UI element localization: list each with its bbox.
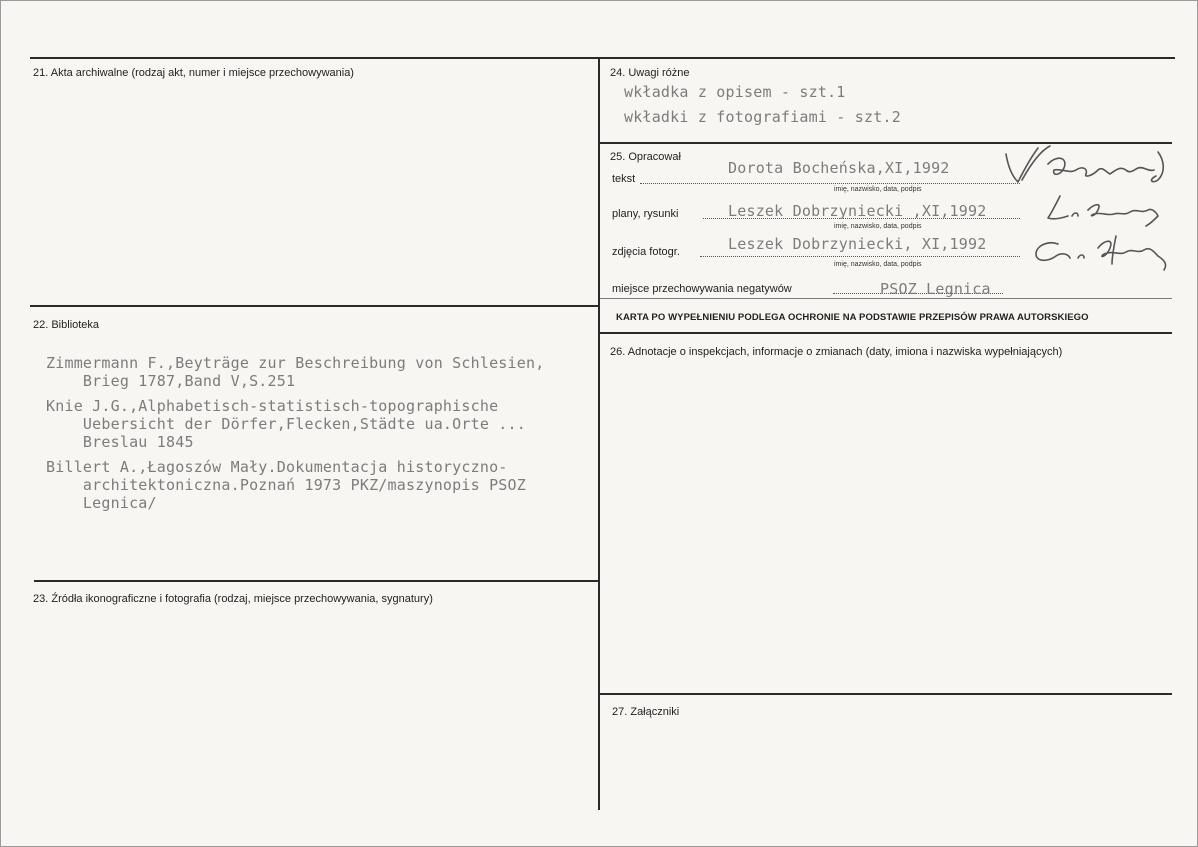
tekst-dotted-line <box>640 183 1020 184</box>
column-divider <box>598 57 600 810</box>
negatywy-value: PSOZ Legnica <box>880 280 991 298</box>
rule-before-copyright <box>600 298 1172 299</box>
rule-after-25 <box>600 332 1172 334</box>
zdjecia-caption: imię, nazwisko, data, podpis <box>834 261 922 268</box>
section-24-label: 24. Uwagi różne <box>610 67 690 79</box>
bibliography-entry-3-line-2: architektoniczna.Poznań 1973 PKZ/maszynopis PSOZ <box>46 476 526 494</box>
rule-after-26 <box>600 693 1172 695</box>
bibliography-entry-3-line-1: Billert A.,Łagoszów Mały.Dokumentacja historyczno- <box>46 458 508 476</box>
signature-3 <box>1028 230 1173 275</box>
bibliography-entry-1-line-2: Brieg 1787,Band V,S.251 <box>46 372 296 390</box>
negatywy-label: miejsce przechowywania negatywów <box>612 283 792 295</box>
section-22-label: 22. Biblioteka <box>33 319 100 331</box>
zdjecia-label: zdjęcia fotogr. <box>612 246 680 258</box>
bibliography-entry-2-line-2: Uebersicht der Dörfer,Flecken,Städte ua.Orte ... <box>46 415 526 433</box>
top-rule <box>30 57 1175 59</box>
section-21-label: 21. Akta archiwalne (rodzaj akt, numer i miejsce przechowywania) <box>33 67 354 79</box>
bibliography-entry-2-line-3: Breslau 1845 <box>46 433 194 451</box>
tekst-value: Dorota Bocheńska,XI,1992 <box>728 159 950 177</box>
copyright-notice: KARTA PO WYPEŁNIENIU PODLEGA OCHRONIE NA PODSTAWIE PRZEPISÓW PRAWA AUTORSKIEGO <box>616 312 1089 323</box>
section-23-label: 23. Źródła ikonograficzne i fotografia (rodzaj, miejsce przechowywania, sygnatury) <box>33 593 433 605</box>
tekst-label: tekst <box>612 173 636 185</box>
section-27-label: 27. Załączniki <box>612 706 680 718</box>
section-25-label: 25. Opracował <box>610 151 681 163</box>
plany-value: Leszek Dobrzyniecki ,XI,1992 <box>728 202 987 220</box>
rule-after-21 <box>30 305 598 307</box>
bibliography-entry-3-line-3: Legnica/ <box>46 494 157 512</box>
zdjecia-value: Leszek Dobrzyniecki, XI,1992 <box>728 235 987 253</box>
signature-2 <box>1038 190 1168 230</box>
bibliography-entry-1-line-1: Zimmermann F.,Beyträge zur Beschreibung von Schlesien, <box>46 354 545 372</box>
signature-1 <box>998 140 1178 190</box>
section-26-label: 26. Adnotacje o inspekcjach, informacje o zmianach (daty, imiona i nazwiska wypełniających) <box>610 346 1063 358</box>
plany-label: plany, rysunki <box>612 208 679 220</box>
bibliography-entry-2-line-1: Knie J.G.,Alphabetisch-statistisch-topographische <box>46 397 499 415</box>
plany-caption: imię, nazwisko, data, podpis <box>834 223 922 230</box>
zdjecia-dotted-line <box>700 256 1020 257</box>
note-1: wkładka z opisem - szt.1 <box>624 83 846 101</box>
rule-after-22 <box>34 580 598 582</box>
tekst-caption: imię, nazwisko, data, podpis <box>834 186 922 193</box>
note-2: wkładki z fotografiami - szt.2 <box>624 108 901 126</box>
